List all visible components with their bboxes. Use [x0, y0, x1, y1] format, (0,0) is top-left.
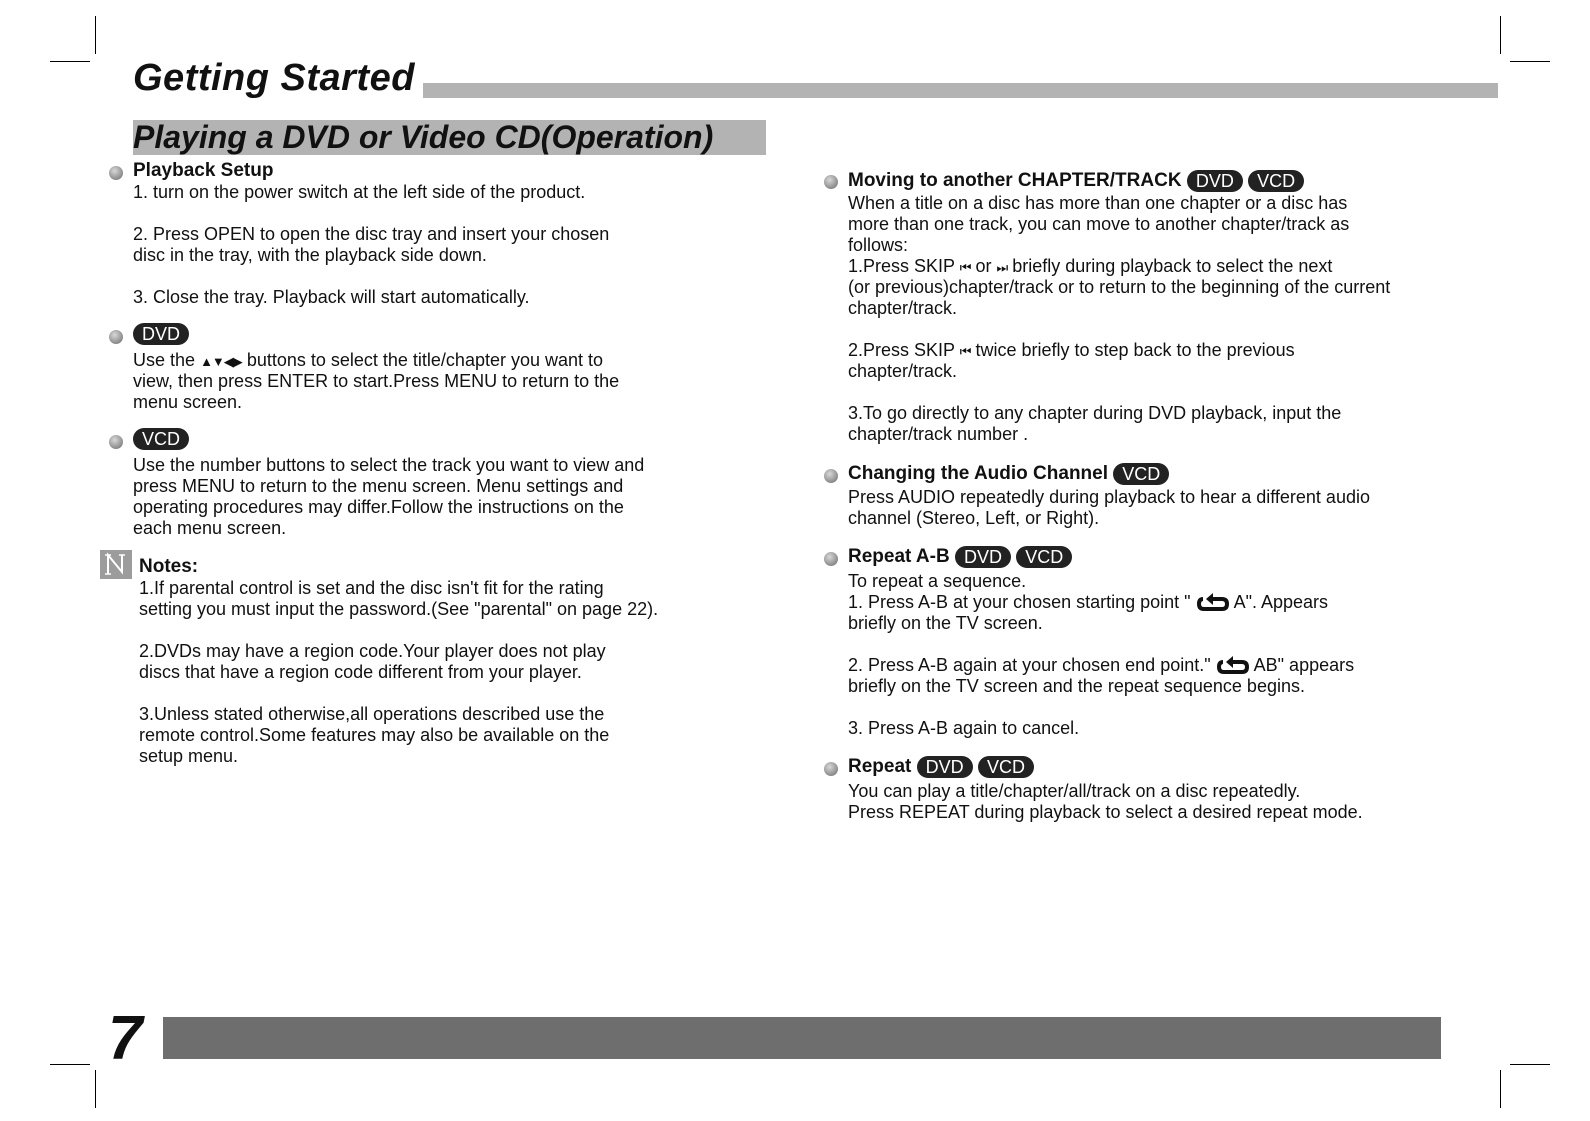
repeat-ab-step-2-pre: 2. Press A-B again at your chosen end point.": [848, 655, 1211, 675]
chapter-step-1-cont: (or previous)chapter/track or to return to the beginning of the current: [848, 277, 1391, 297]
skip-prev-icon: ⏮: [959, 344, 971, 359]
playback-setup-step-3: 3. Close the tray. Playback will start automatically.: [133, 287, 530, 307]
vcd-badge: VCD: [978, 756, 1034, 778]
repeat-ab-step-2-post: AB" appears: [1253, 655, 1355, 675]
chapter-step-1-cont: chapter/track.: [848, 298, 958, 318]
chapter-step-2-pre: 2.Press SKIP: [848, 340, 955, 360]
chapter-heading: [848, 170, 1304, 192]
chapter-step-2-post: twice briefly to step back to the previous: [975, 340, 1295, 360]
repeat-ab-step-3: 3. Press A-B again to cancel.: [848, 718, 1080, 738]
dvd-line-1-pre: Use the: [133, 350, 196, 370]
audio-heading-text: Changing the Audio Channel: [848, 463, 1108, 485]
chapter-step-1-post: briefly during playback to select the next: [1012, 256, 1333, 276]
repeat-ab-step-2-cont: briefly on the TV screen and the repeat sequence begins.: [848, 676, 1305, 696]
skip-prev-icon: ⏮: [959, 260, 971, 275]
chapter-line: When a title on a disc has more than one chapter or a disc has: [848, 193, 1348, 213]
repeat-heading: [848, 756, 1034, 778]
dvd-badge: DVD: [917, 756, 973, 778]
notes-line: setup menu.: [139, 746, 239, 766]
section-title: Playing a DVD or Video CD(Operation): [133, 120, 766, 155]
repeat-ab-step-1-post: A". Appears: [1233, 592, 1329, 612]
bullet-icon: [109, 166, 123, 180]
repeat-icon: [1216, 656, 1250, 676]
vcd-line: Use the number buttons to select the track you want to view and: [133, 455, 645, 475]
notes-line: 2.DVDs may have a region code.Your player does not play: [139, 641, 606, 661]
bullet-icon: [824, 552, 838, 566]
crop-mark: [1510, 61, 1550, 62]
playback-setup-step-1: 1. turn on the power switch at the left side of the product.: [133, 182, 586, 202]
chapter-step-3-cont: chapter/track number .: [848, 424, 1029, 444]
dvd-line-1-post: buttons to select the title/chapter you want to: [246, 350, 604, 370]
chapter-step-2: [848, 340, 1295, 362]
dvd-line-3: menu screen.: [133, 392, 243, 412]
repeat-line: You can play a title/chapter/all/track on a disc repeatedly.: [848, 781, 1301, 801]
page-number: 7: [108, 1004, 143, 1073]
crop-mark: [95, 1070, 96, 1108]
skip-next-icon: ⏭: [996, 260, 1008, 275]
vcd-line: each menu screen.: [133, 518, 287, 538]
repeat-ab-step-1-pre: 1. Press A-B at your chosen starting point ": [848, 592, 1191, 612]
crop-mark: [1510, 1064, 1550, 1065]
playback-setup-heading: Playback Setup: [133, 160, 274, 181]
vcd-line: press MENU to return to the menu screen. Menu settings and: [133, 476, 624, 496]
dvd-line-1: [133, 350, 603, 372]
dvd-badge: DVD: [955, 546, 1011, 568]
crop-mark: [1500, 1070, 1501, 1108]
bullet-icon: [109, 330, 123, 344]
bullet-icon: [824, 762, 838, 776]
repeat-heading-text: Repeat: [848, 756, 912, 778]
crop-mark: [95, 16, 96, 54]
chapter-step-2-cont: chapter/track.: [848, 361, 958, 381]
repeat-icon: [1196, 593, 1230, 613]
vcd-badge: VCD: [1016, 546, 1072, 568]
chapter-line: follows:: [848, 235, 909, 255]
audio-heading: [848, 463, 1169, 485]
notes-line: 3.Unless stated otherwise,all operations described use the: [139, 704, 605, 724]
vcd-heading: [133, 428, 189, 450]
bullet-icon: [109, 435, 123, 449]
bullet-icon: [824, 469, 838, 483]
bullet-icon: [824, 175, 838, 189]
footer-bar: [163, 1017, 1441, 1059]
crop-mark: [50, 61, 90, 62]
repeat-ab-step-1-cont: briefly on the TV screen.: [848, 613, 1043, 633]
notes-heading: Notes:: [139, 556, 199, 577]
vcd-badge: VCD: [1113, 463, 1169, 485]
notes-icon: [100, 550, 132, 579]
chapter-step-1: [848, 256, 1332, 278]
chapter-step-3: 3.To go directly to any chapter during DVD playback, input the: [848, 403, 1342, 423]
repeat-ab-heading-text: Repeat A-B: [848, 546, 950, 568]
playback-setup-step-2-cont: disc in the tray, with the playback side down.: [133, 245, 487, 265]
notes-line: 1.If parental control is set and the disc isn't fit for the rating: [139, 578, 604, 598]
vcd-line: operating procedures may differ.Follow the instructions on the: [133, 497, 624, 517]
repeat-ab-heading: [848, 546, 1072, 568]
audio-line: channel (Stereo, Left, or Right).: [848, 508, 1100, 528]
repeat-ab-step-2: [848, 655, 1354, 676]
chapter-heading-text: Moving to another CHAPTER/TRACK: [848, 170, 1182, 192]
playback-setup-step-2: 2. Press OPEN to open the disc tray and insert your chosen: [133, 224, 610, 244]
notes-line: setting you must input the password.(See "parental" on page 22).: [139, 599, 659, 619]
dvd-badge: DVD: [133, 323, 189, 345]
vcd-badge: VCD: [1248, 170, 1304, 192]
arrow-buttons-icon: ▲▼◀▶: [200, 354, 242, 369]
chapter-line: more than one track, you can move to another chapter/track as: [848, 214, 1350, 234]
audio-line: Press AUDIO repeatedly during playback to hear a different audio: [848, 487, 1370, 507]
notes-line: remote control.Some features may also be available on the: [139, 725, 610, 745]
repeat-ab-line: To repeat a sequence.: [848, 571, 1027, 591]
vcd-badge: VCD: [133, 428, 189, 450]
dvd-line-2: view, then press ENTER to start.Press MENU to return to the: [133, 371, 620, 391]
chapter-step-1-pre: 1.Press SKIP: [848, 256, 955, 276]
repeat-ab-step-1: [848, 592, 1328, 613]
chapter-step-1-mid: or: [975, 256, 992, 276]
page-title: Getting Started: [133, 55, 423, 101]
crop-mark: [1500, 16, 1501, 54]
dvd-badge: DVD: [1187, 170, 1243, 192]
crop-mark: [50, 1064, 90, 1065]
repeat-line: Press REPEAT during playback to select a desired repeat mode.: [848, 802, 1363, 822]
notes-line: discs that have a region code different from your player.: [139, 662, 582, 682]
dvd-heading: [133, 323, 189, 345]
